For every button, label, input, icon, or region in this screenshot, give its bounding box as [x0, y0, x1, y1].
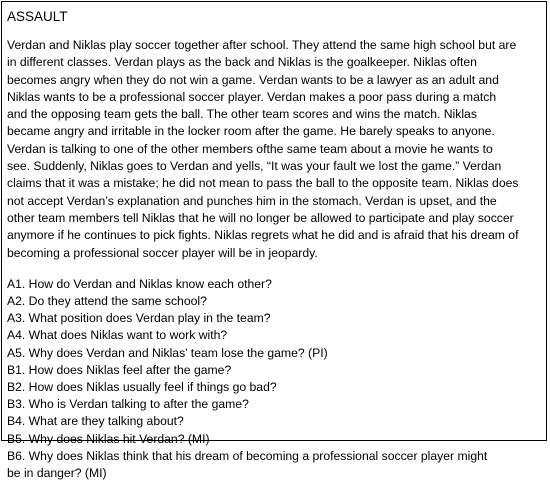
question-item: be in danger? (MI) [7, 466, 107, 481]
question-item: A3. What position does Verdan play in the team? [7, 311, 271, 326]
question-item: B6. Why does Niklas think that his dream of becoming a professional soccer player might [7, 448, 488, 463]
story-line: becomes angry when they do not win a game. Verdan wants to be a lawyer as an adult and [7, 72, 499, 87]
story-line: becoming a professional soccer player will be in jeopardy. [7, 245, 318, 260]
story-line: other team members tell Niklas that he will no longer be allowed to participate and play soccer [7, 210, 514, 225]
story-line: Verdan and Niklas play soccer together after school. They attend the same high school but are [7, 38, 517, 52]
story-line: anymore if he continues to pick fights. Niklas regrets what he did and is afraid that his dream of [7, 228, 519, 243]
question-list [7, 276, 543, 482]
question-item: A4. What does Niklas want to work with? [7, 328, 228, 343]
question-item: B1. How does Niklas feel after the game? [7, 362, 232, 377]
question-item: B2. How does Niklas usually feel if things go bad? [7, 380, 277, 395]
question-item: A2. Do they attend the same school? [7, 294, 207, 309]
question-item: B5. Why does Niklas hit Verdan? (MI) [7, 431, 210, 446]
story-line: not accept Verdan’s explanation and punches him in the stomach. Verdan is upset, and the [7, 193, 497, 208]
question-item: A5. Why does Verdan and Niklas’ team lose the game? (PI) [7, 345, 328, 360]
story-line: and the opposing team gets the ball. The other team scores and wins the match. Niklas [7, 107, 477, 122]
question-item: B3. Who is Verdan talking to after the game? [7, 397, 249, 412]
document-frame [1, 1, 547, 481]
story-line: see. Suddenly, Niklas goes to Verdan and yells, “It was your fault we lost the game.” Verdan [7, 159, 502, 174]
question-item: A1. How do Verdan and Niklas know each other? [7, 276, 272, 291]
document-title: ASSAULT [7, 9, 68, 24]
question-item: B4. What are they talking about? [7, 414, 184, 429]
story-line: Verdan is talking to one of the other members ofthe same team about a movie he wants to [7, 141, 493, 156]
story-line: in different classes. Verdan plays as the back and Niklas is the goalkeeper. Niklas often [7, 55, 477, 70]
story-line: became angry and irritable in the locker room after the game. He barely speaks to anyone. [7, 124, 495, 139]
story-line: claims that it was a mistake; he did not mean to pass the ball to the opposite team. Niklas does [7, 176, 519, 191]
story-line: Niklas wants to be a professional soccer player. Verdan makes a poor pass during a match [7, 89, 497, 104]
story-paragraph [7, 37, 543, 262]
